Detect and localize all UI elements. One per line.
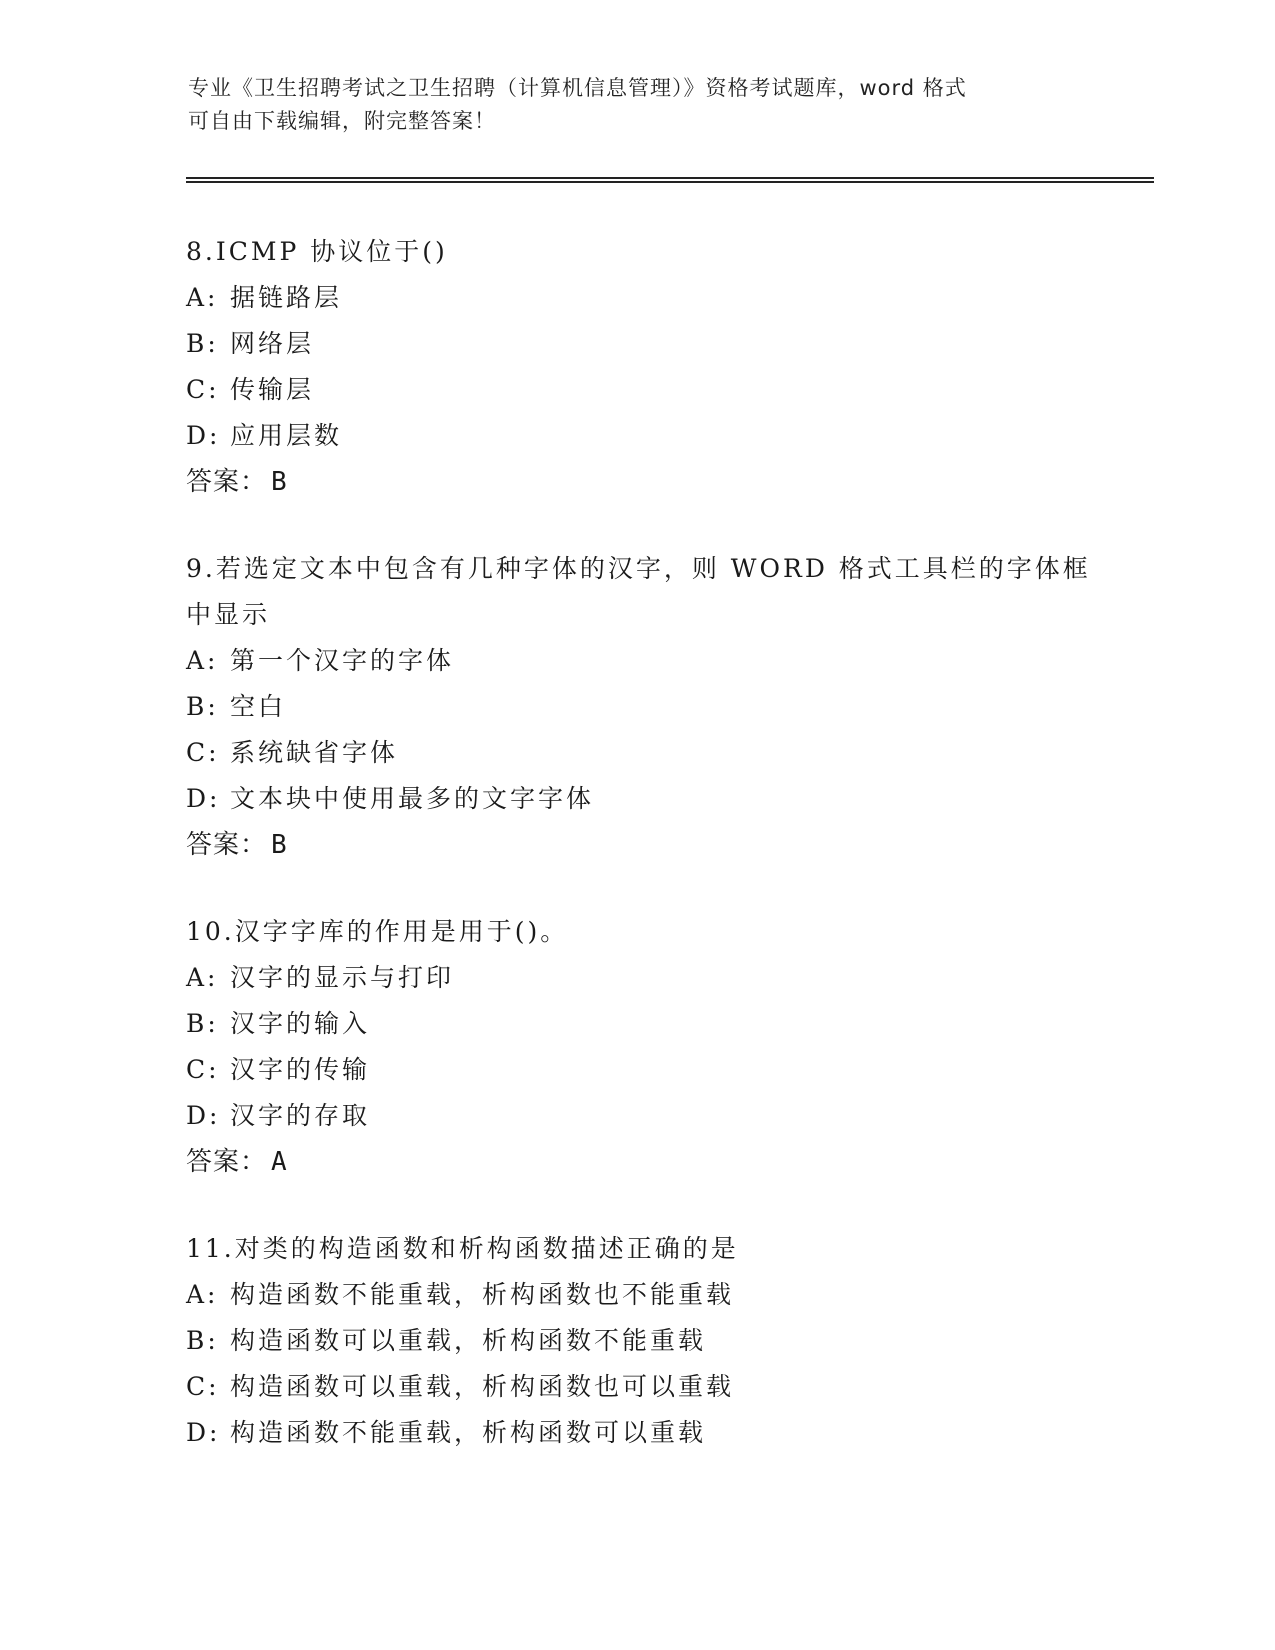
- option-b: [186, 1318, 1086, 1364]
- answer-value: B: [271, 467, 288, 497]
- answer-line: [186, 459, 1086, 505]
- question-9: [186, 546, 1091, 868]
- option-a: [186, 955, 1086, 1001]
- option-d: [186, 1410, 1086, 1456]
- option-text: 网络层: [230, 329, 315, 358]
- option-text: 构造函数不能重载，析构函数也不能重载: [230, 1280, 735, 1309]
- option-text: 空白: [230, 692, 287, 721]
- option-text: 系统缺省字体: [230, 738, 399, 767]
- answer-line: [186, 1139, 1086, 1185]
- option-text: 构造函数可以重载，析构函数不能重载: [230, 1326, 707, 1355]
- question-11: [186, 1226, 1086, 1456]
- option-text: 构造函数不能重载，析构函数可以重载: [230, 1418, 707, 1447]
- option-letter: A:: [186, 963, 219, 992]
- question-10: [186, 909, 1086, 1185]
- answer-label: 答案：: [186, 1147, 268, 1177]
- option-letter: D:: [186, 1101, 221, 1130]
- option-d: [186, 1093, 1086, 1139]
- option-letter: A:: [186, 1280, 219, 1309]
- option-letter: B:: [186, 692, 219, 721]
- answer-label: 答案：: [186, 467, 268, 497]
- option-c: [186, 1047, 1086, 1093]
- question-stem: 8.ICMP 协议位于(): [186, 237, 448, 266]
- option-c: [186, 367, 1086, 413]
- question-stem: 10.汉字字库的作用是用于()。: [186, 917, 569, 946]
- question-stem-continued: 中显示: [186, 600, 271, 629]
- option-letter: C:: [186, 1372, 220, 1401]
- answer-line: [186, 822, 1086, 868]
- option-a: [186, 275, 1086, 321]
- option-text: 据链路层: [230, 283, 343, 312]
- question-8: [186, 229, 1086, 505]
- option-letter: B:: [186, 1009, 219, 1038]
- option-b: [186, 1001, 1086, 1047]
- option-a: [186, 1272, 1086, 1318]
- option-letter: C:: [186, 738, 220, 767]
- option-letter: D:: [186, 1418, 221, 1447]
- option-text: 第一个汉字的字体: [230, 646, 455, 675]
- header-divider: [186, 177, 1154, 183]
- option-letter: C:: [186, 375, 220, 404]
- option-c: [186, 1364, 1086, 1410]
- option-text: 汉字的传输: [230, 1055, 371, 1084]
- answer-label: 答案：: [186, 830, 268, 860]
- answer-value: B: [271, 830, 288, 860]
- document-header: [188, 72, 1068, 138]
- option-text: 构造函数可以重载，析构函数也可以重载: [230, 1372, 735, 1401]
- option-text: 文本块中使用最多的文字字体: [230, 784, 595, 813]
- option-text: 应用层数: [230, 421, 343, 450]
- option-c: [186, 730, 1086, 776]
- option-text: 汉字的显示与打印: [230, 963, 455, 992]
- option-text: 汉字的输入: [230, 1009, 371, 1038]
- option-d: [186, 776, 1086, 822]
- option-letter: D:: [186, 784, 221, 813]
- option-text: 传输层: [230, 375, 315, 404]
- question-stem: 9.若选定文本中包含有几种字体的汉字，则 WORD 格式工具栏的字体框: [186, 554, 1091, 583]
- option-b: [186, 684, 1086, 730]
- option-letter: D:: [186, 421, 221, 450]
- option-letter: A:: [186, 283, 219, 312]
- option-letter: B:: [186, 1326, 219, 1355]
- option-b: [186, 321, 1086, 367]
- option-text: 汉字的存取: [230, 1101, 371, 1130]
- option-d: [186, 413, 1086, 459]
- option-letter: A:: [186, 646, 219, 675]
- option-letter: C:: [186, 1055, 220, 1084]
- answer-value: A: [271, 1147, 288, 1177]
- header-line-1: 专业《卫生招聘考试之卫生招聘（计算机信息管理）》资格考试题库，word 格式: [188, 76, 967, 100]
- header-line-2: 可自由下载编辑，附完整答案！: [188, 109, 496, 133]
- option-letter: B:: [186, 329, 219, 358]
- question-stem: 11.对类的构造函数和析构函数描述正确的是: [186, 1234, 739, 1263]
- option-a: [186, 638, 1086, 684]
